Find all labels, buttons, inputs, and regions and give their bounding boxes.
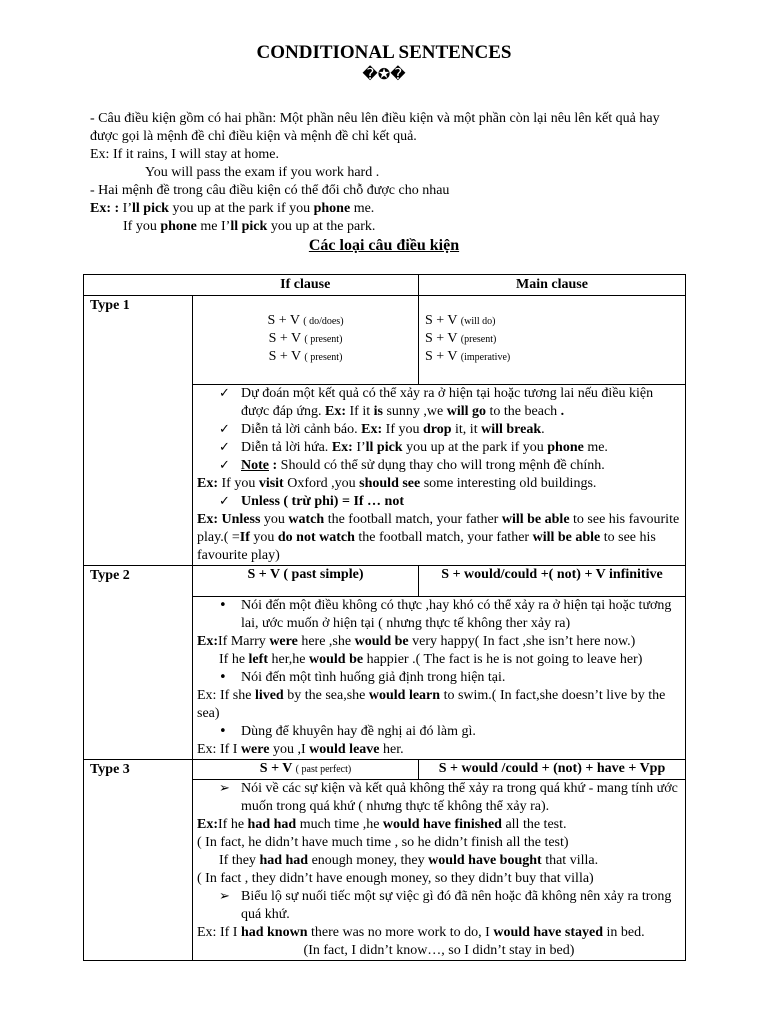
type1-if-formula: S + V ( do/does) S + V ( present) S + V ( present) — [193, 296, 419, 385]
title-ornament: �✪� — [362, 65, 406, 83]
type1-formula-row — [84, 296, 686, 385]
type2-example-4: Ex: If I were you ,I would leave her. — [197, 742, 404, 757]
type3-example-3-fact: (In fact, I didn’t know…, so I didn’t stay in bed) — [303, 943, 575, 958]
check-icon: ✓ — [219, 440, 230, 455]
intro-example-2: You will pass the exam if you work hard . — [145, 165, 380, 180]
check-icon: ✓ — [219, 494, 230, 509]
type2-example-1: Ex:If Marry were here ,she would be very happy( In fact ,she isn’t here now.) — [197, 634, 636, 649]
type3-example-2: If they had had enough money, they would have bought that villa. — [219, 853, 599, 868]
check-icon: ✓ — [219, 386, 230, 401]
type2-bullet-2: • Nói đến một tình huống giả định trong hiện tại. — [219, 670, 506, 685]
section-subtitle: Các loại câu điều kiện — [308, 237, 460, 254]
type2-label: Type 2 — [84, 566, 193, 760]
type1-bullet-4: ✓ Note : Should có thể sử dụng thay cho will trong mệnh đề chính. — [219, 458, 605, 473]
type1-usage — [193, 385, 686, 566]
type2-bullet-1: • Nói đến một điều không có thực ,hay khó có thể xảy ra ở hiện tại hoặc tương lai, ước muốn ở hiện tại ( nhưng thực tế không ther xảy ra) — [219, 598, 672, 631]
type1-bullet-5: ✓ Unless ( trừ phi) = If … not — [219, 494, 404, 509]
type2-usage — [193, 597, 686, 760]
type1-bullet-3: ✓ Diễn tả lời hứa. Ex: I’ll pick you up at the park if you phone me. — [219, 440, 608, 455]
conditional-types-table — [83, 274, 686, 961]
page-title: CONDITIONAL SENTENCES — [256, 42, 512, 63]
header-main-clause: Main clause — [419, 275, 686, 296]
type2-bullet-3: • Dùng để khuyên hay đề nghị ai đó làm gì. — [219, 724, 476, 739]
type2-if-formula: S + V ( past simple) — [193, 566, 419, 597]
check-icon: ✓ — [219, 422, 230, 437]
type3-bullet-1: ➢ Nói về các sự kiện và kết quả không thể xảy ra trong quá khứ - mang tính ước muốn trong quá khứ ( nhưng thực tế không thể xảy ra). — [219, 781, 678, 814]
arrow-bullet-icon: ➢ — [219, 889, 230, 904]
intro-example-3: Ex: : I’ll pick you up at the park if you phone me. — [90, 201, 375, 216]
type3-label: Type 3 — [84, 760, 193, 961]
type3-formula-row — [84, 760, 686, 780]
type3-main-formula: S + would /could + (not) + have + Vpp — [419, 760, 686, 780]
intro-example-4: If you phone me I’ll pick you up at the park. — [123, 219, 376, 234]
intro-line-2: - Hai mệnh đề trong câu điều kiện có thể đổi chỗ được cho nhau — [90, 183, 450, 198]
type3-example-3: Ex: If I had known there was no more work to do, I would have stayed in bed. — [197, 925, 645, 940]
intro-section — [90, 110, 680, 236]
bullet-icon: • — [219, 598, 227, 613]
type3-example-1: Ex:If he had had much time ,he would have finished all the test. — [197, 817, 567, 832]
type3-if-formula: S + V ( past perfect) — [193, 760, 419, 780]
type1-example-5: Ex: If you visit Oxford ,you should see some interesting old buildings. — [197, 476, 597, 491]
type2-formula-row — [84, 566, 686, 597]
type3-usage — [193, 780, 686, 961]
type1-label: Type 1 — [84, 296, 193, 566]
bullet-icon: • — [219, 670, 227, 685]
type2-example-3: Ex: If she lived by the sea,she would learn to swim.( In fact,she doesn’t live by the sea) — [197, 688, 666, 721]
check-icon: ✓ — [219, 458, 230, 473]
header-if-clause: If clause — [193, 275, 419, 296]
type1-main-formula: S + V (will do) S + V (present) S + V (imperative) — [419, 296, 686, 385]
type1-bullet-2: ✓ Diễn tả lời cảnh báo. Ex: If you drop it, it will break. — [219, 422, 545, 437]
type2-main-formula: S + would/could +( not) + V infinitive — [419, 566, 686, 597]
type3-example-1-fact: ( In fact, he didn’t have much time , so he didn’t finish all the test) — [197, 835, 569, 850]
intro-line-1: - Câu điều kiện gồm có hai phần: Một phần nêu lên điều kiện và một phần còn lại nêu lên kết quả hay được gọi là mệnh đề chỉ điều kiện và mệnh đề chỉ kết quả. — [90, 111, 660, 144]
arrow-bullet-icon: ➢ — [219, 781, 230, 796]
type3-example-2-fact: ( In fact , they didn’t have enough money, so they didn’t buy that villa) — [197, 871, 594, 886]
type1-bullet-1: ✓ Dự đoán một kết quả có thể xảy ra ở hiện tại hoặc tương lai nếu điều kiện được đáp ứng. Ex: If it is sunny ,we will go to the beach . — [219, 386, 654, 419]
type3-bullet-2: ➢ Biểu lộ sự nuối tiếc một sự việc gì đó đã nên hoặc đã không nên xảy ra trong quá khứ. — [219, 889, 672, 922]
type2-example-2: If he left her,he would be happier .( The fact is he is not going to leave her) — [219, 652, 643, 667]
bullet-icon: • — [219, 724, 227, 739]
intro-example-1: Ex: If it rains, I will stay at home. — [90, 147, 279, 162]
table-header-row — [84, 275, 686, 296]
type1-example-6: Ex: Unless you watch the football match, your father will be able to see his favourite play.( =If you do not watch the football match, your father will be able to see his favourite play) — [197, 512, 680, 563]
